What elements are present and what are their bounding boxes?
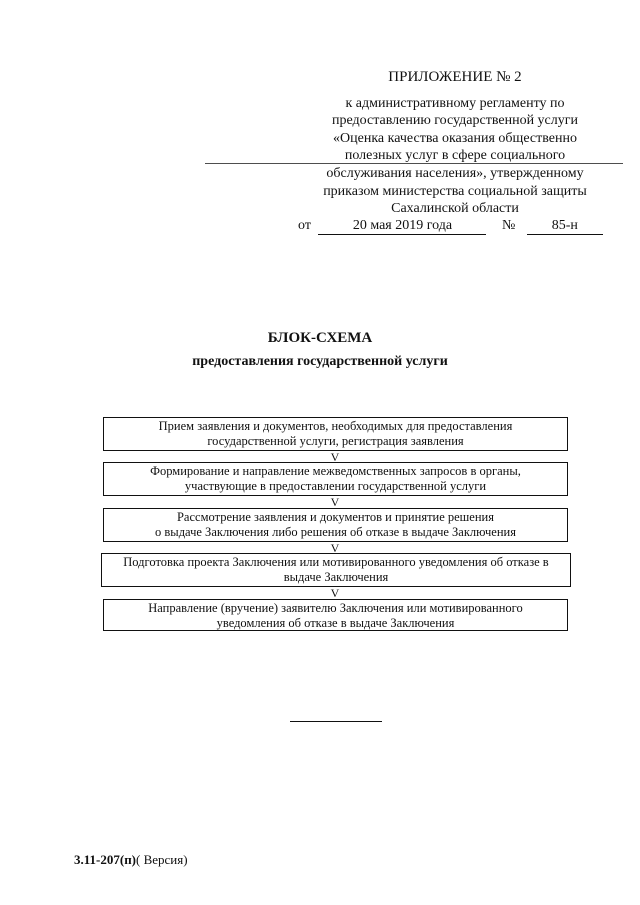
flow-arrow: V bbox=[330, 541, 340, 555]
flow-step-text: Подготовка проекта Заключения или мотивированного уведомления об отказе в bbox=[123, 555, 549, 569]
flow-step-5 bbox=[103, 599, 568, 631]
number-prefix: № bbox=[501, 218, 516, 233]
appendix-line: приказом министерства социальной защиты bbox=[323, 183, 587, 199]
flow-step-text: участвующие в предоставлении государственной услуги bbox=[184, 479, 487, 493]
flow-step-text: Рассмотрение заявления и документов и принятие решения bbox=[176, 510, 494, 524]
flow-step-text: Формирование и направление межведомственных запросов в органы, bbox=[150, 464, 521, 478]
document-code-version: ( Версия) bbox=[136, 852, 188, 867]
flow-arrow: V bbox=[330, 495, 340, 509]
flow-arrow: V bbox=[330, 450, 340, 464]
footer-divider bbox=[290, 721, 382, 722]
scheme-title: БЛОК-СХЕМА bbox=[267, 330, 373, 346]
appendix-title: ПРИЛОЖЕНИЕ № 2 bbox=[388, 69, 522, 85]
number-field: 85-н bbox=[527, 218, 603, 235]
appendix-line: к административному регламенту по bbox=[345, 95, 565, 111]
document-code-number: 3.11-207(п) bbox=[74, 852, 137, 867]
flow-step-1 bbox=[103, 417, 568, 451]
appendix-line: предоставлению государственной услуги bbox=[332, 113, 578, 129]
flow-step-3 bbox=[103, 508, 568, 542]
appendix-line: Сахалинской области bbox=[391, 201, 519, 217]
flow-step-text: выдаче Заключения bbox=[283, 570, 389, 584]
appendix-line: полезных услуг в сфере социального bbox=[344, 148, 566, 164]
flow-step-text: о выдаче Заключения либо решения об отказе в выдаче Заключения bbox=[155, 525, 516, 539]
scan-line bbox=[205, 163, 623, 164]
flow-step-text: Прием заявления и документов, необходимых для предоставления bbox=[158, 419, 513, 433]
appendix-line: «Оценка качества оказания общественно bbox=[333, 130, 577, 146]
appendix-block bbox=[300, 69, 610, 218]
date-field: 20 мая 2019 года bbox=[318, 218, 486, 235]
flow-step-4 bbox=[101, 553, 571, 587]
flow-step-text: уведомления об отказе в выдаче Заключения bbox=[216, 616, 455, 630]
document-code bbox=[74, 852, 188, 868]
scheme-subtitle: предоставления государственной услуги bbox=[192, 354, 448, 369]
approval-date-row bbox=[298, 218, 603, 235]
date-prefix: от bbox=[298, 218, 311, 233]
flow-step-text: государственной услуги, регистрация заявления bbox=[207, 434, 464, 448]
flow-arrow: V bbox=[330, 586, 340, 600]
flow-step-2 bbox=[103, 462, 568, 496]
flow-step-text: Направление (вручение) заявителю Заключения или мотивированного bbox=[148, 601, 523, 615]
appendix-line: обслуживания населения», утвержденному bbox=[326, 165, 584, 181]
